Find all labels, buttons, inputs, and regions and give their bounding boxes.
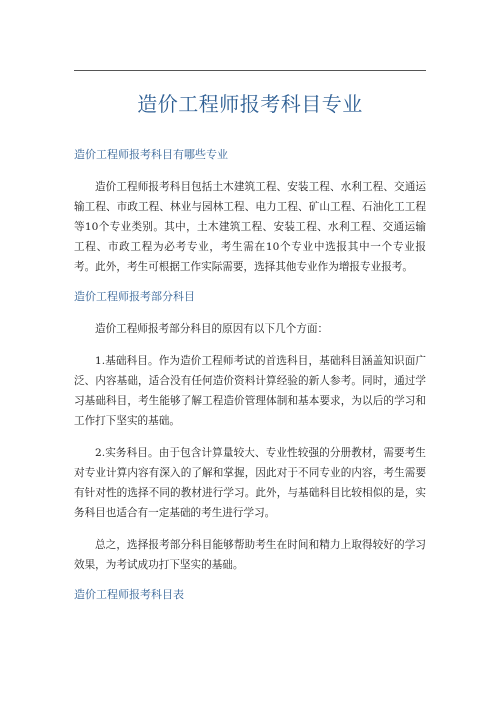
section-heading: 造价工程师报考科目表	[74, 588, 184, 601]
paragraph: 2.实务科目。由于包含计算量较大、专业性较强的分册教材，需要考生对专业计算内容有深入的了解和掌握，因此对于不同专业的内容，考生需要有针对性的选择不同的教材进行学习。此外，与基础科目比较相似的是，实务科目也适合有一定基础的考生进行学习。	[74, 447, 426, 519]
paragraph: 1.基础科目。作为造价工程师考试的首选科目，基础科目涵盖知识面广泛、内容基础，适合没有任何造价资料计算经验的新人参考。同时，通过学习基础科目，考生能够了解工程造价管理体制和基本要求，为以后的学习和工作打下坚实的基础。	[74, 355, 426, 427]
top-divider	[74, 70, 426, 71]
section-partial-subjects	[74, 289, 426, 575]
section-professions	[74, 147, 426, 277]
paragraph: 造价工程师报考部分科目的原因有以下几个方面：	[95, 323, 329, 335]
section-heading: 造价工程师报考科目有哪些专业	[74, 148, 228, 161]
section-heading: 造价工程师报考部分科目	[74, 290, 195, 303]
section-subject-table	[74, 587, 426, 603]
paragraph: 造价工程师报考科目包括土木建筑工程、安装工程、水利工程、交通运输工程、市政工程、林业与园林工程、电力工程、矿山工程、石油化工工程等10个专业类别。其中，土木建筑工程、安装工程、水利工程、交通运输工程、市政工程为必考专业，考生需在10个专业中选报其中一个专业报考。此外，考生可根据工作实际需要，选择其他专业作为增报专业报考。	[74, 181, 426, 273]
paragraph: 总之，选择报考部分科目能够帮助考生在时间和精力上取得较好的学习效果，为考试成功打下坚实的基础。	[74, 539, 426, 571]
document-title: 造价工程师报考科目专业	[137, 92, 363, 116]
document-body	[74, 147, 426, 603]
